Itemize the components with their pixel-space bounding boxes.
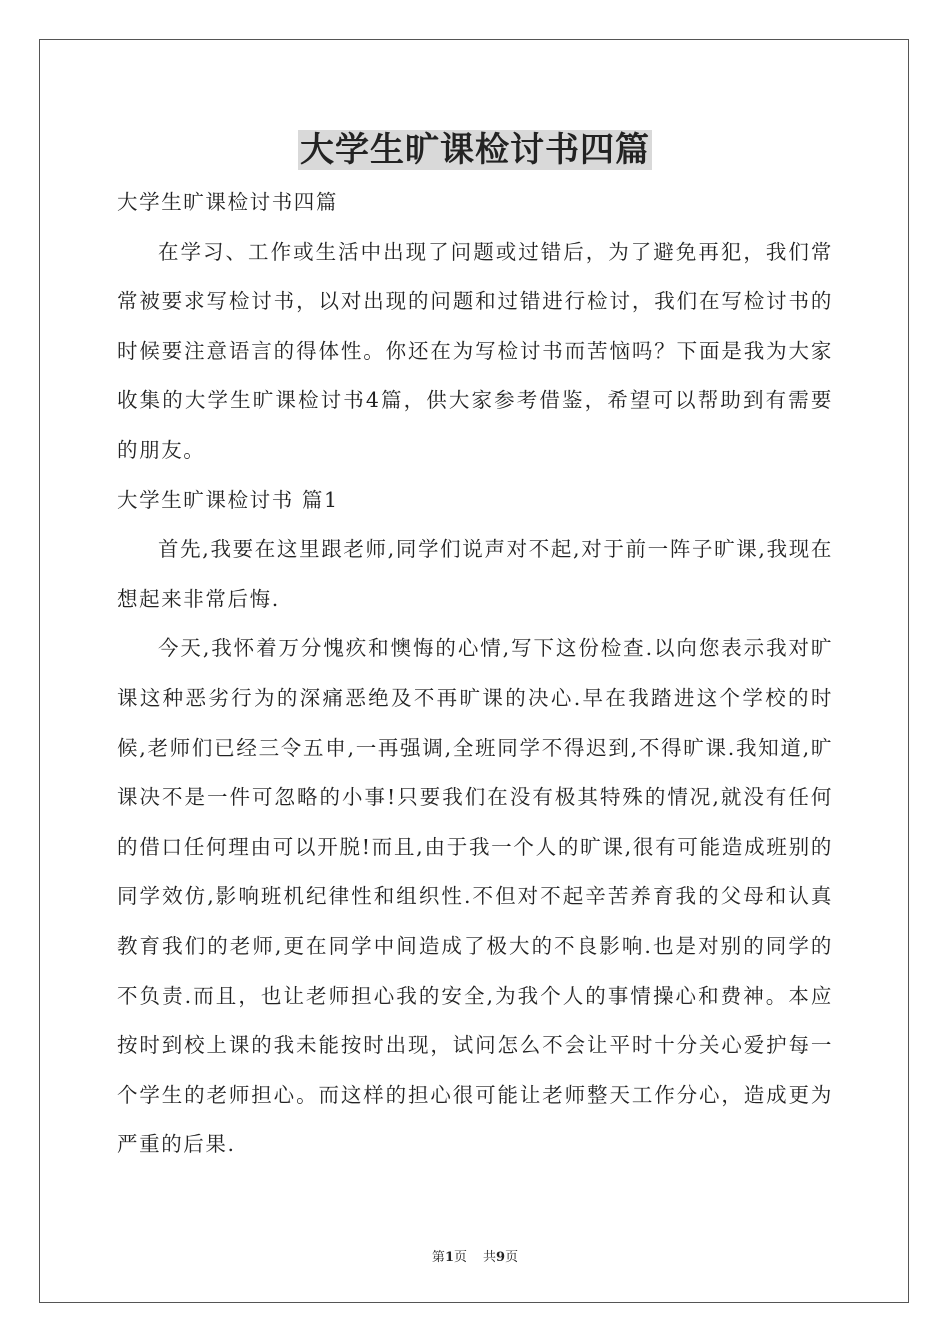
section-heading: 大学生旷课检讨书 篇1 [117, 487, 339, 512]
document-title [0, 126, 950, 174]
body-paragraph-1: 首先,我要在这里跟老师,同学们说声对不起,对于前一阵子旷课,我现在想起来非常后悔. [117, 537, 833, 611]
page-prefix: 第 [431, 1250, 445, 1265]
intro-paragraph: 在学习、工作或生活中出现了问题或过错后，为了避免再犯，我们常常被要求写检讨书，以对出现的问题和过错进行检讨，我们在写检讨书的时候要注意语言的得体性。你还在为写检讨书而苦恼吗？下面是我为大家收集的大学生旷课检讨书4篇，供大家参考借鉴，希望可以帮助到有需要的朋友。 [117, 239, 833, 462]
page-current: 1 [444, 1250, 454, 1265]
total-suffix: 页 [505, 1250, 519, 1265]
body-paragraph-2: 今天,我怀着万分愧疚和懊悔的心情,写下这份检查.以向您表示我对旷课这种恶劣行为的深痛恶绝及不再旷课的决心.早在我踏进这个学校的时候,老师们已经三令五申,一再强调,全班同学不得迟到,不得旷课.我知道,旷课决不是一件可忽略的小事!只要我们在没有极其特殊的情况,就没有任何的借口任何理由可以开脱!而且,由于我一个人的旷课,很有可能造成班别的同学效仿,影响班机纪律性和组织性.不但对不起辛苦养育我的父母和认真教育我们的老师,更在同学中间造成了极大的不良影响.也是对别的同学的不负责.而且，也让老师担心我的安全,为我个人的事情操心和费神。本应按时到校上课的我未能按时出现，试问怎么不会让平时十分关心爱护每一个学生的老师担心。而这样的担心很可能让老师整天工作分心，造成更为严重的后果. [117, 636, 833, 1157]
document-body [117, 178, 833, 1170]
total-prefix: 共 [483, 1250, 497, 1265]
page-suffix: 页 [453, 1250, 467, 1265]
document-title-text: 大学生旷课检讨书四篇 [300, 130, 650, 170]
document-subtitle: 大学生旷课检讨书四篇 [117, 190, 338, 214]
page-footer [0, 1246, 950, 1265]
page-total: 9 [496, 1250, 506, 1265]
